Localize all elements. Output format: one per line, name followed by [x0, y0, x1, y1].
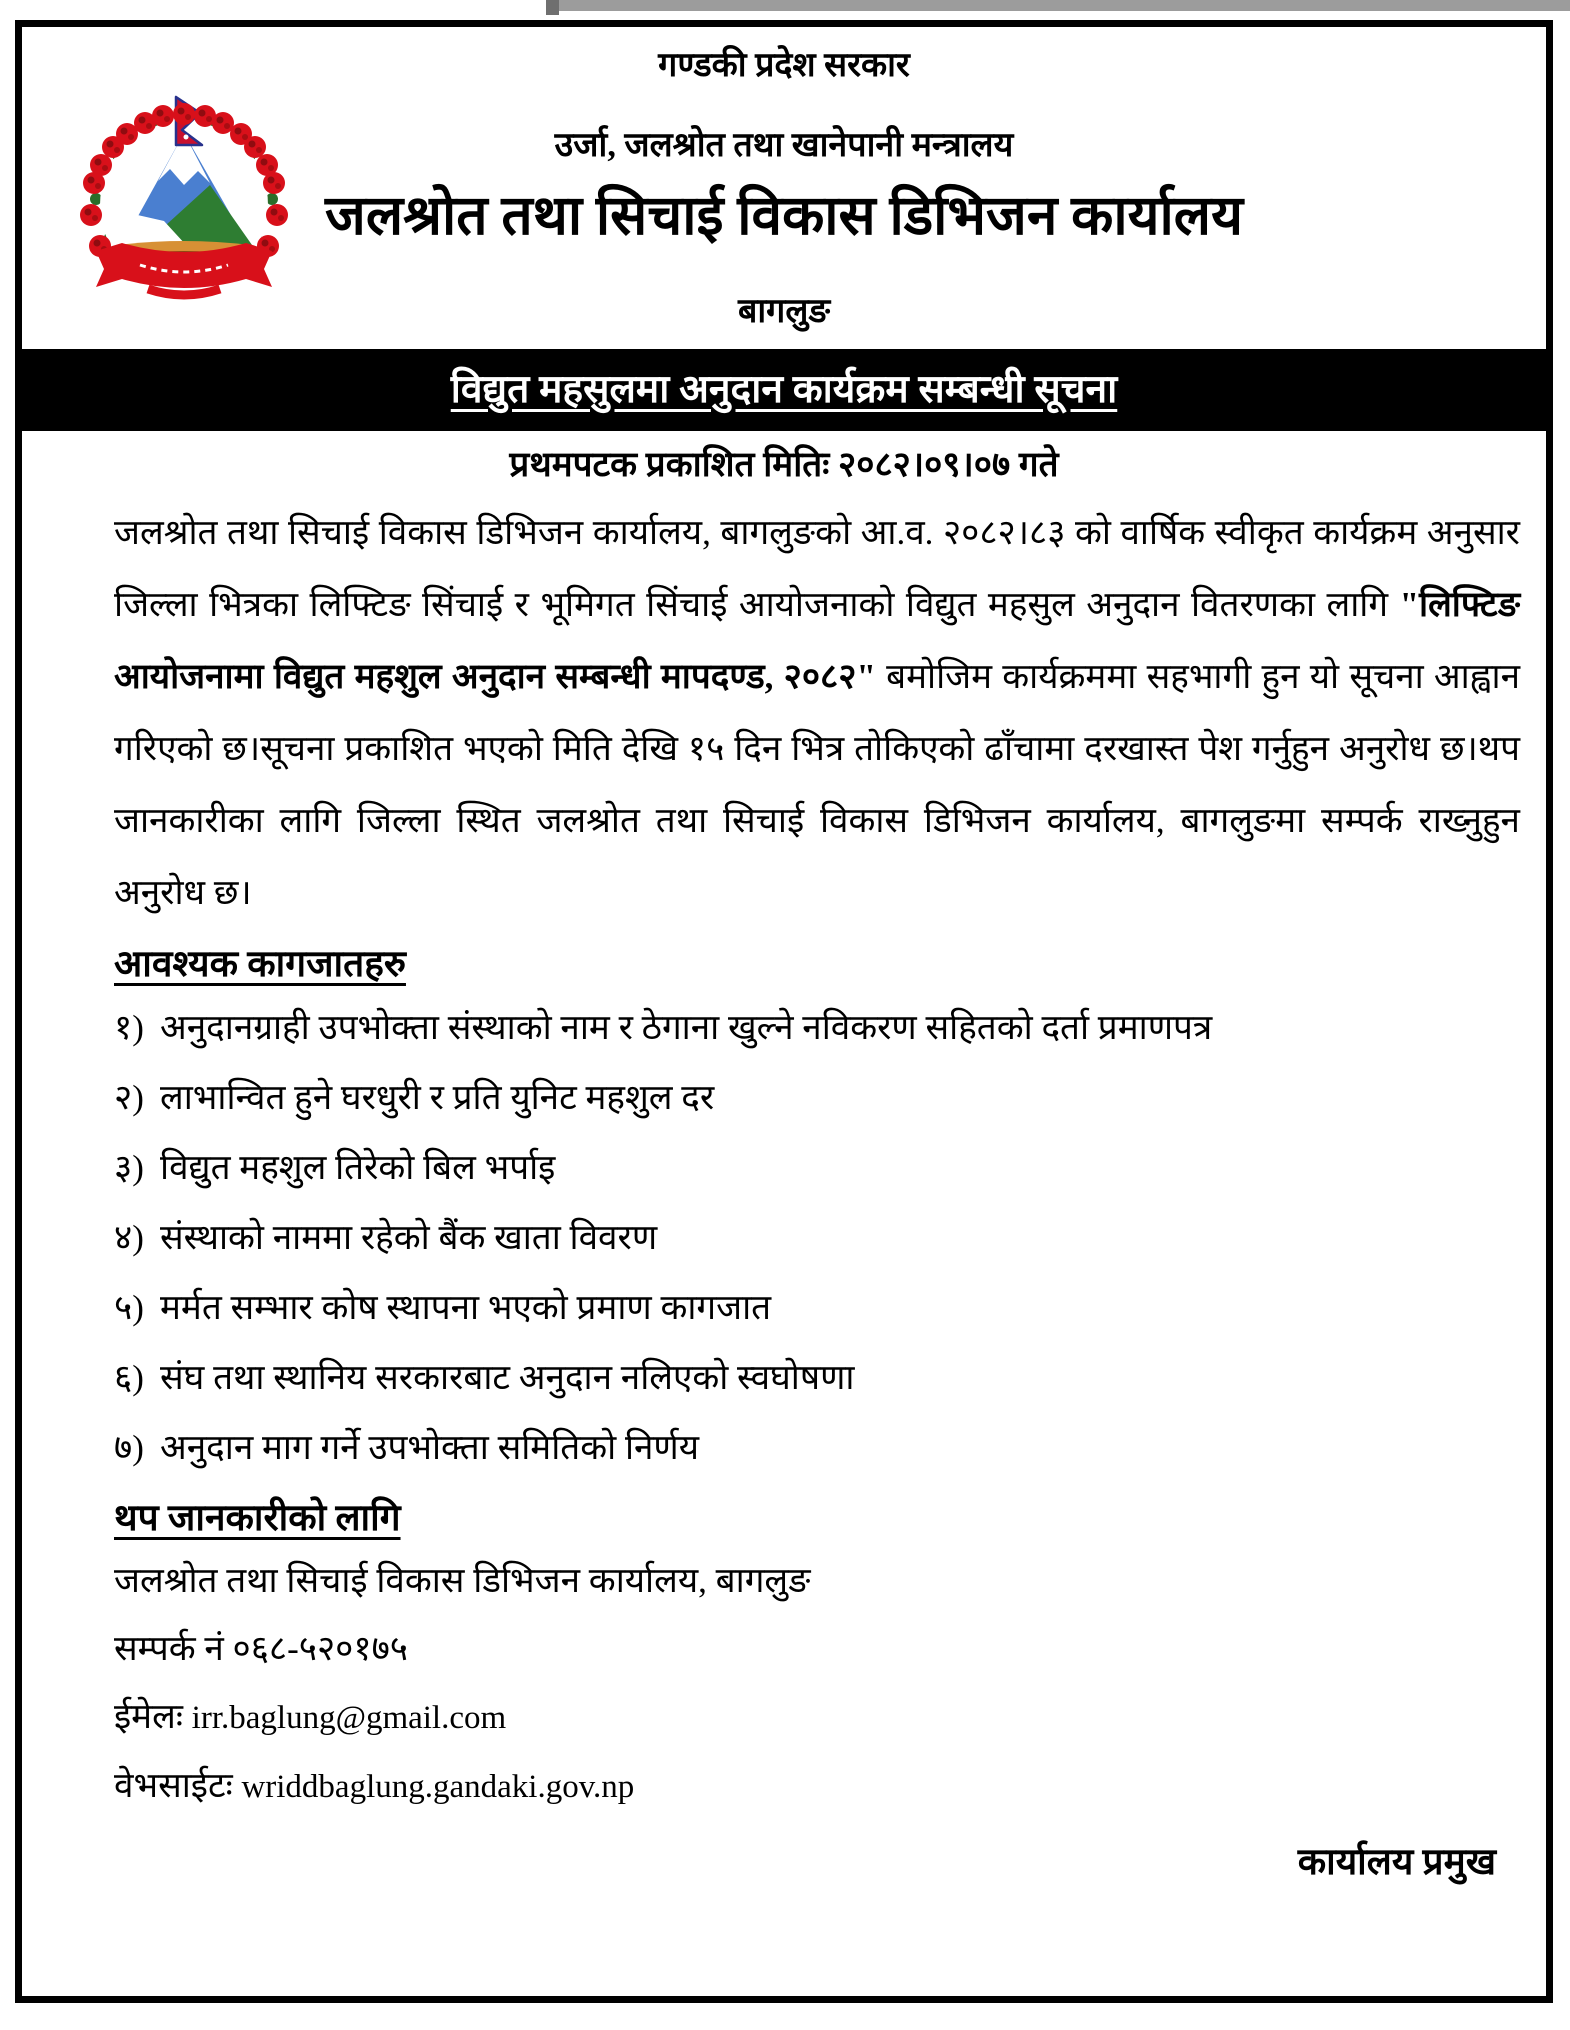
- paragraph-text-end: बमोजिम कार्यक्रममा सहभागी हुन यो सूचना आह्वान गरिएको छ।सूचना प्रकाशित भएको मिति देखि १५ दिन भित्र तोकिएको ढाँचामा दरखास्त पेश गर्नुहुन अनुरोध छ।थप जानकारीका लागि जिल्ला स्थित जलश्रोत तथा सिचाई विकास डिभिजन कार्यालय, बागलुङमा सम्पर्क राख्नुहुन अनुरोध छ।: [114, 657, 1521, 912]
- list-item-text: विद्युत महशुल तिरेको बिल भर्पाइ: [160, 1148, 556, 1187]
- list-item-text: अनुदानग्राही उपभोक्ता संस्थाको नाम र ठेगाना खुल्ने नविकरण सहितको दर्ता प्रमाणपत्र: [160, 1008, 1213, 1047]
- paragraph-bold-quote: "लिफ्टिङ आयोजनामा विद्युत महशुल अनुदान सम्बन्धी मापदण्ड, २०८२": [114, 585, 1520, 696]
- list-item-number: ३): [114, 1148, 144, 1187]
- window-toolbar-corner: [546, 0, 559, 15]
- list-item: [114, 993, 1520, 1063]
- signature-title: कार्यालय प्रमुख: [1297, 1842, 1496, 1883]
- list-item: [114, 1063, 1520, 1133]
- paragraph-text-start: जलश्रोत तथा सिचाई विकास डिभिजन कार्यालय, बागलुङको आ.व. २०८२।८३ को वार्षिक स्वीकृत कार्यक्रम अनुसार जिल्ला भित्रका लिफ्टिङ सिंचाई र भूमिगत सिंचाई आयोजनाको विद्युत महसुल अनुदान वितरणका लागि: [114, 513, 1520, 624]
- ministry-name: उर्जा, जलश्रोत तथा खानेपानी मन्त्रालय: [554, 127, 1014, 164]
- list-item-number: ६): [114, 1358, 144, 1397]
- website-label: वेभसाईटः: [114, 1766, 233, 1805]
- contact-office-line: जलश्रोत तथा सिचाई विकास डिभिजन कार्यालय, बागलुङ: [114, 1561, 811, 1600]
- notice-paragraph: [114, 497, 1520, 929]
- contact-website-line: [114, 1752, 1520, 1821]
- list-item: [114, 1413, 1520, 1483]
- list-item-text: लाभान्वित हुने घरधुरी र प्रति युनिट महशुल दर: [160, 1078, 715, 1117]
- contact-email-line: [114, 1683, 1520, 1752]
- notice-title-banner: [22, 349, 1546, 431]
- list-item: [114, 1203, 1520, 1273]
- documents-heading: आवश्यक कागजातहरु: [114, 944, 406, 985]
- notice-body: [22, 497, 1546, 1893]
- documents-list: [114, 993, 1520, 1483]
- contact-heading: थप जानकारीको लागि: [114, 1498, 401, 1539]
- gandaki-province-emblem-icon: [60, 93, 308, 305]
- list-item-number: ५): [114, 1288, 144, 1327]
- district-name: बागलुङ: [737, 293, 831, 330]
- list-item-text: अनुदान माग गर्ने उपभोक्ता समितिको निर्णय: [160, 1428, 700, 1467]
- government-name: गण्डकी प्रदेश सरकार: [658, 47, 910, 84]
- list-item-number: २): [114, 1078, 144, 1117]
- email-value: irr.baglung@gmail.com: [191, 1700, 507, 1736]
- office-name: जलश्रोत तथा सिचाई विकास डिभिजन कार्यालय: [325, 185, 1243, 246]
- email-label: ईमेलः: [114, 1697, 183, 1736]
- list-item: [114, 1343, 1520, 1413]
- list-item-number: ४): [114, 1218, 144, 1257]
- list-item-number: ७): [114, 1428, 144, 1467]
- notice-document: [15, 20, 1553, 2003]
- website-value: wriddbaglung.gandaki.gov.np: [241, 1769, 635, 1805]
- list-item-text: संस्थाको नाममा रहेको बैंक खाता विवरण: [160, 1218, 658, 1257]
- notice-title: विद्युत महसुलमा अनुदान कार्यक्रम सम्बन्धी सूचना: [450, 368, 1118, 411]
- list-item-number: १): [114, 1008, 144, 1047]
- list-item: [114, 1133, 1520, 1203]
- list-item: [114, 1273, 1520, 1343]
- list-item-text: मर्मत सम्भार कोष स्थापना भएको प्रमाण कागजात: [160, 1288, 772, 1327]
- contact-phone-line: सम्पर्क नं ०६८-५२०१७५: [114, 1629, 408, 1668]
- list-item-text: संघ तथा स्थानिय सरकारबाट अनुदान नलिएको स्वघोषणा: [160, 1358, 855, 1397]
- window-toolbar-edge: [546, 0, 1570, 11]
- published-date-line: प्रथमपटक प्रकाशित मितिः २०८२।०९।०७ गते: [509, 445, 1059, 484]
